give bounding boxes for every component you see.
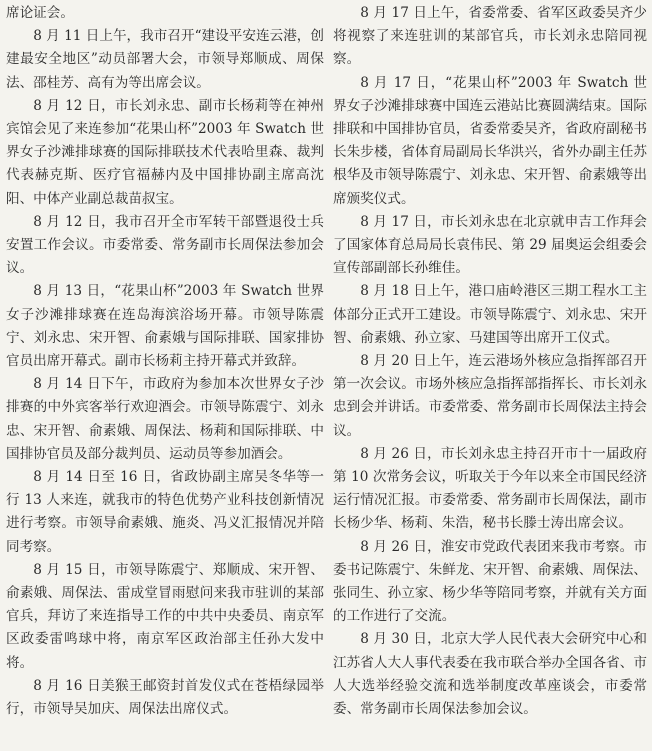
paragraph-aug14-reception: 8 月 14 日下午，市政府为参加本次世界女子沙排赛的中外宾客举行欢迎酒会。市领导陈震宁、刘永忠、宋开智、俞素娥、周保法、杨莉和国际排联、中国排协官员及部分裁判员、运动员等参加酒会。 [6, 376, 324, 462]
paragraph-aug15: 8 月 15 日，市领导陈震宁、郑顺成、宋开智、俞素娥、周保法、雷成堂冒雨慰问来我市驻训的某部官兵，拜访了来连指导工作的中共中央委员、南京军区政委雷鸣球中将，南京军区政治部主任孙大发中将。 [6, 561, 324, 671]
paragraph-aug12-meeting: 8 月 12 日，市长刘永忠、副市长杨莉等在神州宾馆会见了来连参加“花果山杯”2003 年 Swatch 世界女子沙滩排球赛的国际排联技术代表哈里森、裁判代表赫克斯、医疗官福赫内及中国排协副主席高沈阳、中体产业副总裁苗叔宝。 [6, 97, 324, 207]
paragraph-aug26-huaian: 8 月 26 日，淮安市党政代表团来我市考察。市委书记陈震宁、朱鲜龙、宋开智、俞素娥、周保法、张同生、孙立家、杨少华等陪同考察，并就有关方面的工作进行了交流。 [333, 538, 647, 625]
paragraph-aug20: 8 月 20 日上午，连云港场外核应急指挥部召开第一次会议。市场外核应急指挥部指挥长、市长刘永忠到会并讲话。市委常委、常务副市长周保法主持会议。 [333, 353, 647, 439]
paragraph-aug17-beijing: 8 月 17 日，市长刘永忠在北京就申吉工作拜会了国家体育总局局长袁伟民、第 29 届奥运会组委会宣传部副部长孙维佳。 [333, 213, 647, 277]
left-column [6, 2, 324, 721]
paragraph-aug14-16: 8 月 14 日至 16 日，省政协副主席吴冬华等一行 13 人来连，就我市的特色优势产业科技创新情况进行考察。市领导俞素娥、施炎、冯义汇报情况并陪同考察。 [6, 469, 324, 555]
paragraph-aug16: 8 月 16 日美猴王邮资封首发仪式在苍梧绿园举行，市领导吴加庆、周保法出席仪式。 [6, 677, 324, 718]
paragraph-aug17-closing: 8 月 17 日，“花果山杯”2003 年 Swatch 世界女子沙滩排球赛中国连云港站比赛圆满结束。国际排联和中国排协官员，省委常委吴齐，省政府副秘书长朱步楼，省体育局副局长华洪兴，省外办副主任苏根华及市领导陈震宁、刘永忠、宋开智、俞素娥等出席颁奖仪式。 [333, 74, 647, 207]
paragraph-aug11: 8 月 11 日上午，我市召开“建设平安连云港，创建最安全地区”动员部署大会，市领导郑顺成、周保法、邵桂芳、高有为等出席会议。 [6, 28, 324, 91]
right-column [333, 2, 647, 721]
paragraph-aug17-morning: 8 月 17 日上午，省委常委、省军区政委吴齐少将视察了来连驻训的某部官兵，市长刘永忠陪同视察。 [333, 5, 647, 68]
paragraph-aug12-veterans: 8 月 12 日，我市召开全市军转干部暨退役士兵安置工作会议。市委常委、常务副市长周保法参加会议。 [6, 213, 324, 277]
paragraph-aug30: 8 月 30 日，北京大学人民代表大会研究中心和江苏省人大人事代表委在我市联合举办全国各省、市人大选举经验交流和选举制度改革座谈会，市委常委、常务副市长周保法参加会议。 [333, 631, 647, 718]
paragraph-aug18: 8 月 18 日上午，港口庙岭港区三期工程水工主体部分正式开工建设。市领导陈震宁、刘永忠、宋开智、俞素娥、孙立家、马建国等出席开工仪式。 [333, 283, 647, 346]
paragraph-continuation: 席论证会。 [6, 5, 74, 21]
paragraph-aug26-meeting: 8 月 26 日，市长刘永忠主持召开市十一届政府第 10 次常务会议，听取关于今年以来全市国民经济运行情况汇报。市委常委、常务副市长周保法，副市长杨少华、杨莉、朱浩，秘书长滕士涛出席会议。 [333, 445, 647, 532]
paragraph-aug13: 8 月 13 日，“花果山杯”2003 年 Swatch 世界女子沙滩排球赛在连岛海滨浴场开幕。市领导陈震宁、刘永忠、宋开智、俞素娥与国际排联、国家排协官员出席开幕式。副市长杨莉主持开幕式并致辞。 [6, 283, 324, 370]
